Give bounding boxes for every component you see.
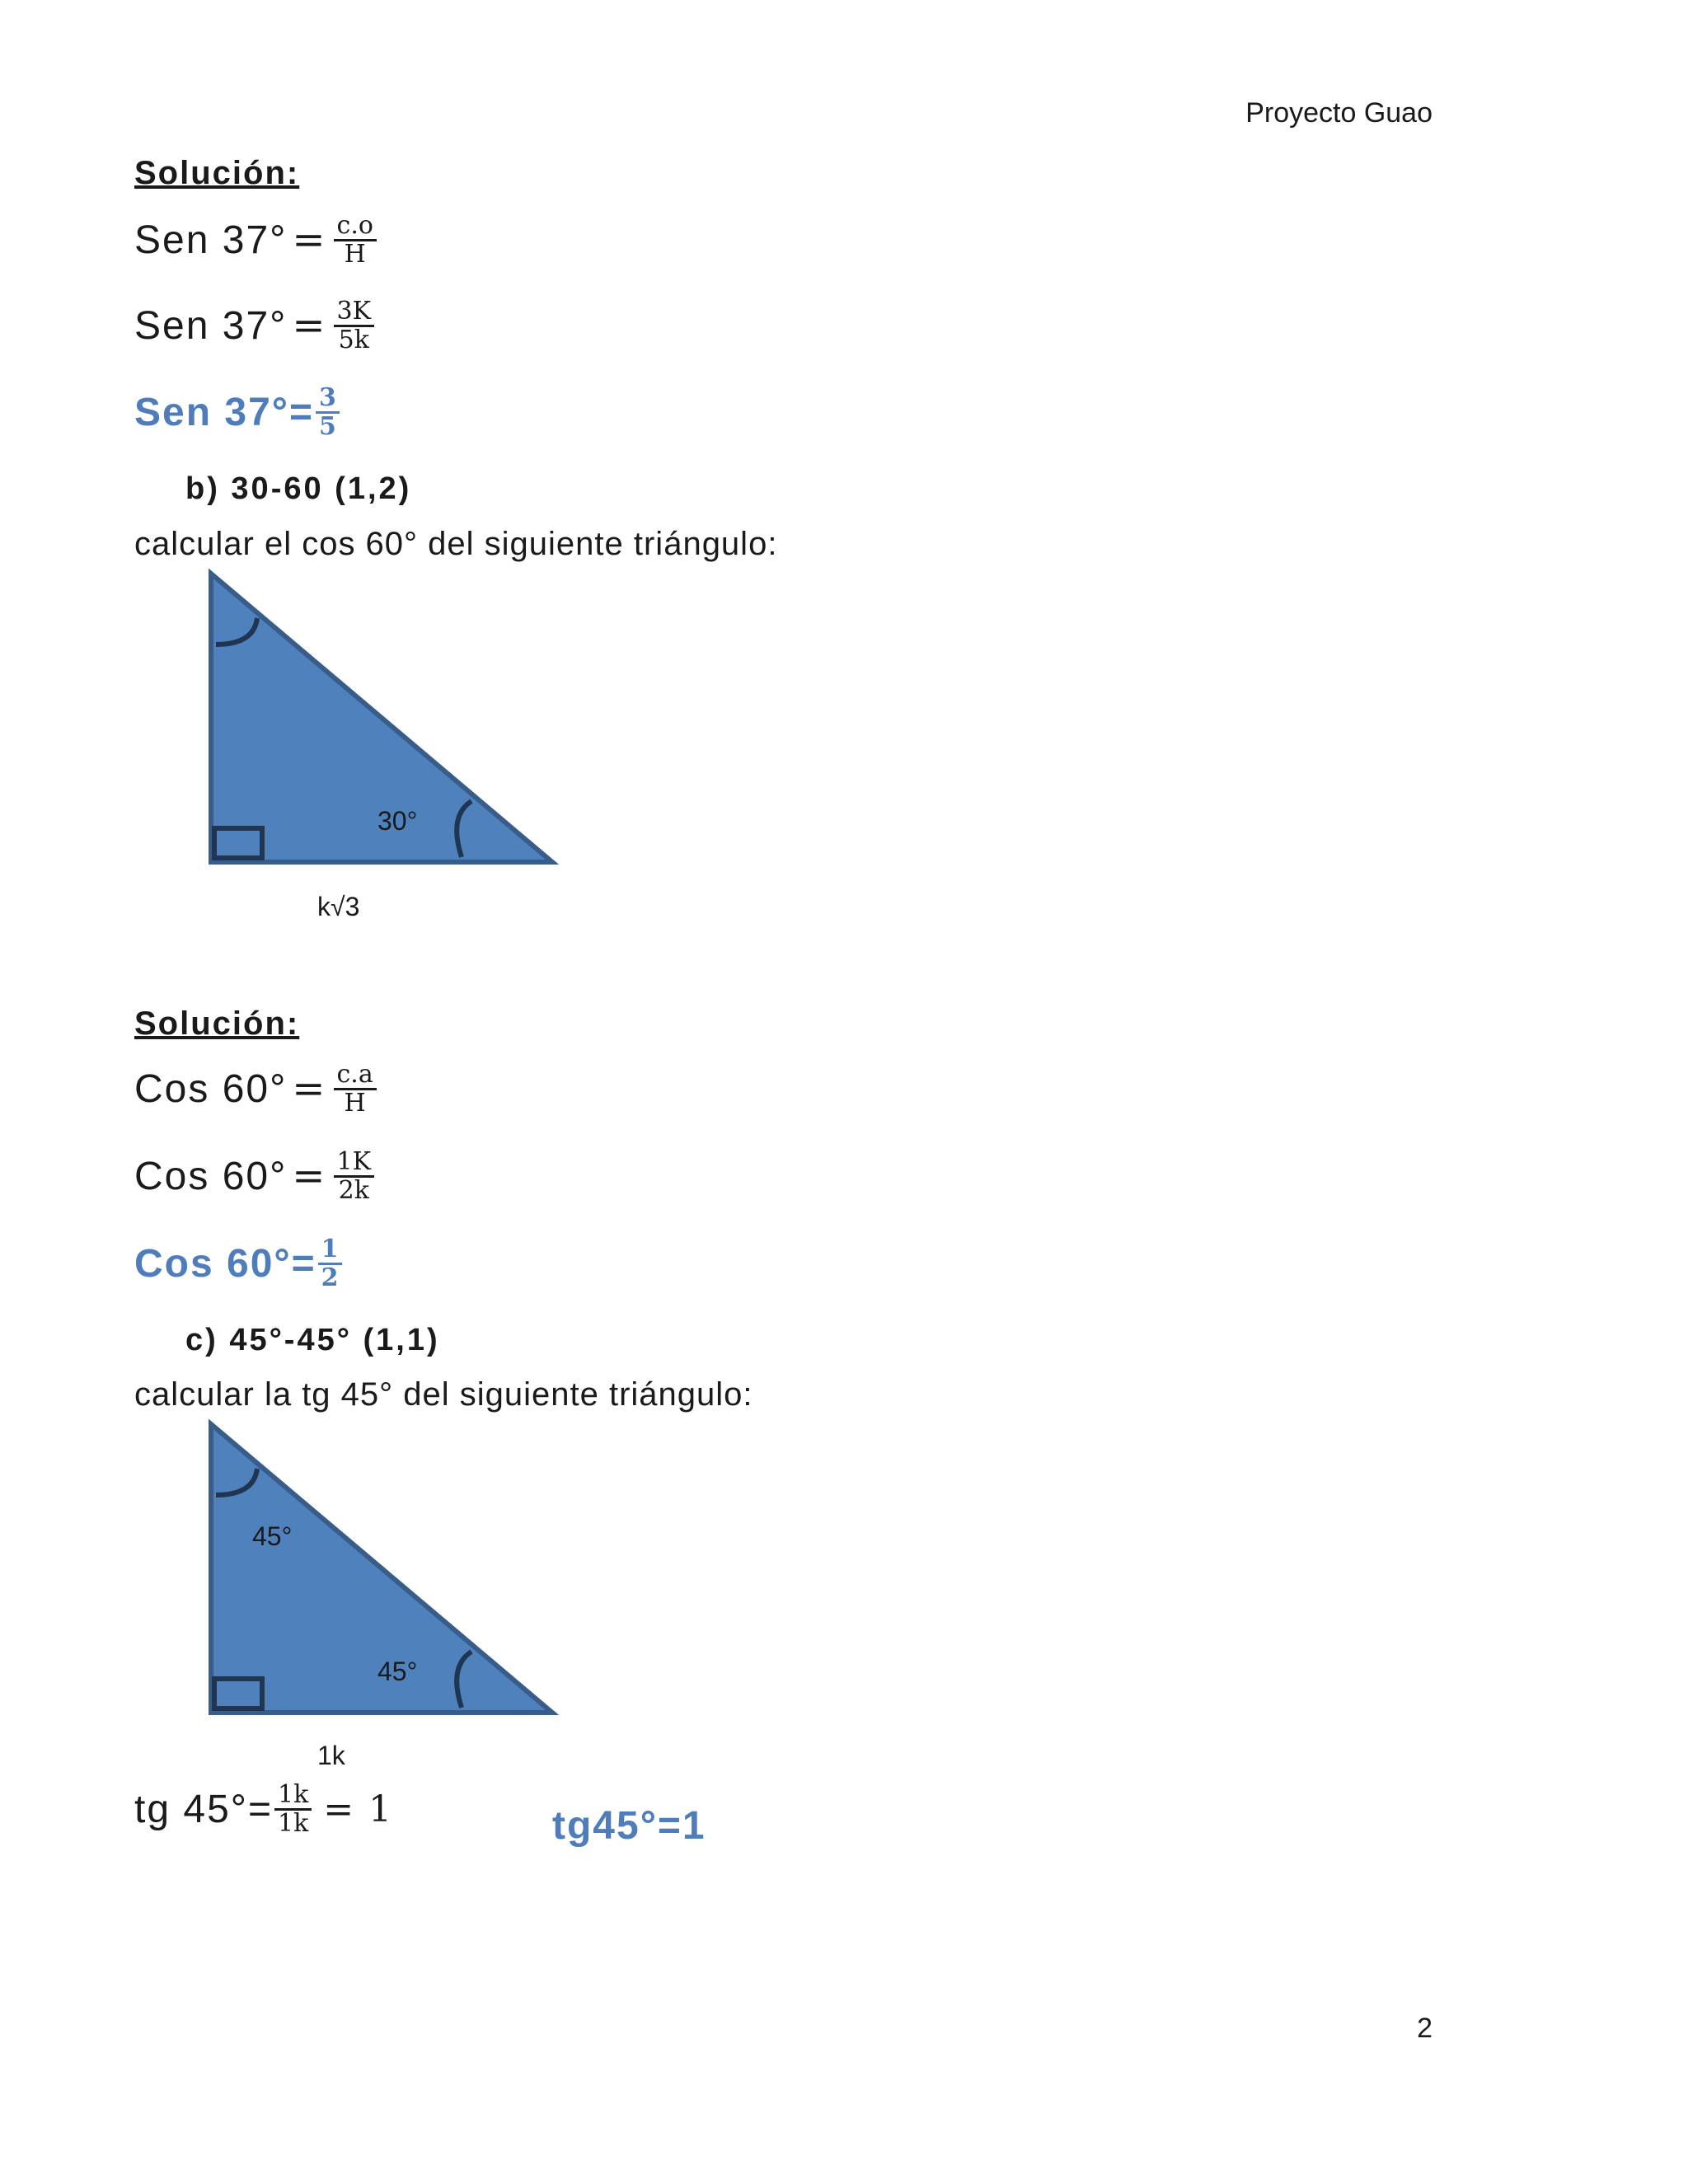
base-label-b: k√3 bbox=[317, 892, 360, 921]
equation-tg bbox=[134, 1782, 393, 1836]
item-c-prompt: calcular la tg 45° del siguiente triángulo: bbox=[134, 1376, 753, 1413]
equation-lhs: Cos 60° bbox=[134, 1066, 288, 1111]
equals-sign: = bbox=[292, 302, 327, 349]
page-number: 2 bbox=[1417, 2013, 1432, 2044]
fraction-numerator: 1k bbox=[274, 1782, 312, 1811]
equation-cos-2 bbox=[134, 1149, 374, 1203]
result-tg: tg45°=1 bbox=[552, 1804, 706, 1848]
fraction-denominator: 5k bbox=[338, 325, 369, 354]
equals-sign: = bbox=[292, 1066, 327, 1112]
fraction-numerator: c.o bbox=[334, 213, 377, 241]
fraction bbox=[274, 1782, 312, 1836]
equation-sen-2 bbox=[134, 298, 374, 353]
triangle-45-45 bbox=[198, 1411, 577, 1790]
angle-label-top-45: 45° bbox=[252, 1521, 293, 1551]
triangle-30-60 bbox=[198, 560, 577, 940]
fraction bbox=[316, 385, 340, 439]
equals-sign: = bbox=[292, 1153, 327, 1199]
fraction bbox=[334, 1062, 377, 1116]
item-c-title: c) 45°-45° (1,1) bbox=[185, 1323, 440, 1357]
equals-sign: = bbox=[292, 217, 327, 263]
page-header: Proyecto Guao bbox=[1245, 97, 1432, 129]
fraction-denominator: H bbox=[344, 1088, 366, 1118]
fraction bbox=[334, 298, 375, 353]
fraction-denominator: 1k bbox=[277, 1808, 309, 1838]
fraction bbox=[334, 1149, 375, 1203]
equation-rhs: = 1 bbox=[323, 1788, 394, 1830]
equation-sen-1 bbox=[134, 213, 377, 267]
equation-lhs: Sen 37° bbox=[134, 303, 288, 348]
result-sen bbox=[134, 385, 340, 439]
fraction-numerator: c.a bbox=[334, 1062, 377, 1090]
fraction-numerator: 3 bbox=[316, 385, 340, 414]
result-lhs: Cos 60°= bbox=[134, 1241, 316, 1286]
equation-lhs: Cos 60° bbox=[134, 1154, 288, 1198]
fraction-numerator: 3K bbox=[334, 298, 375, 327]
fraction-denominator: 5 bbox=[318, 411, 336, 441]
solution-heading-b: Solución: bbox=[134, 1005, 300, 1042]
base-label-c: 1k bbox=[317, 1741, 345, 1770]
fraction-numerator: 1K bbox=[334, 1149, 375, 1178]
angle-label-30: 30° bbox=[377, 806, 418, 836]
item-b-prompt: calcular el cos 60° del siguiente triángulo: bbox=[134, 526, 778, 562]
result-lhs: Sen 37°= bbox=[134, 390, 314, 434]
fraction-denominator: 2 bbox=[321, 1263, 339, 1292]
equation-lhs: Sen 37° bbox=[134, 218, 288, 262]
fraction bbox=[318, 1236, 342, 1291]
equation-lhs: tg 45°= bbox=[134, 1787, 273, 1831]
fraction-numerator: 1 bbox=[318, 1236, 342, 1265]
angle-label-45: 45° bbox=[377, 1657, 418, 1686]
item-b-title: b) 30-60 (1,2) bbox=[185, 471, 412, 506]
result-cos bbox=[134, 1236, 342, 1291]
fraction-denominator: 2k bbox=[338, 1175, 369, 1205]
solution-heading-a: Solución: bbox=[134, 155, 300, 191]
fraction bbox=[334, 213, 377, 267]
equation-cos-1 bbox=[134, 1062, 377, 1116]
fraction-denominator: H bbox=[344, 239, 366, 269]
